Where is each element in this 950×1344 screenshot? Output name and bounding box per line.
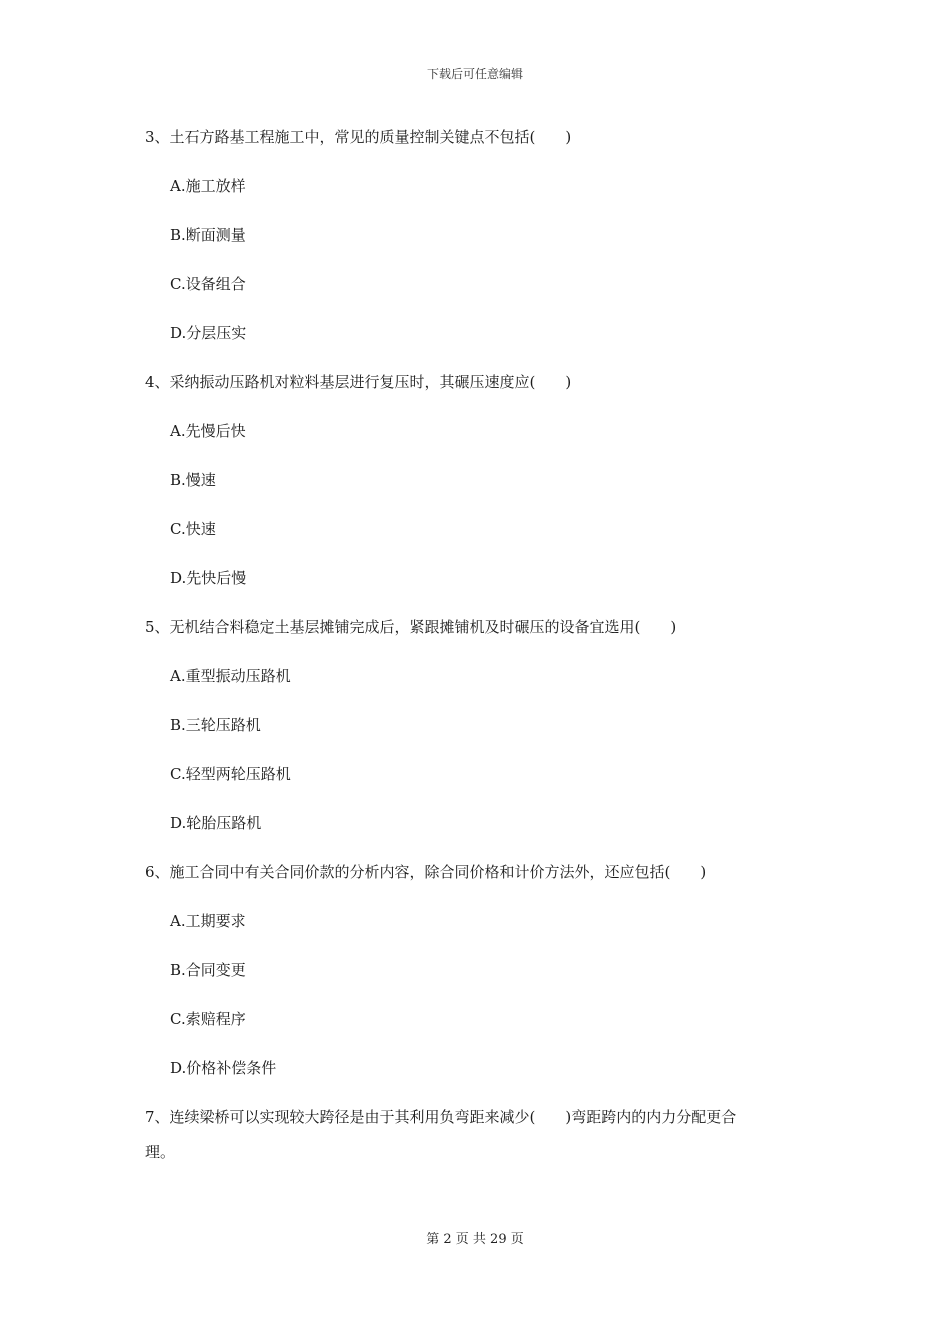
option-c: C.设备组合 bbox=[170, 275, 246, 293]
question-stem-line-2: 理。 bbox=[145, 1143, 176, 1161]
option-a: A.工期要求 bbox=[170, 912, 246, 930]
option-b: B.慢速 bbox=[170, 471, 216, 489]
option-d: D.先快后慢 bbox=[170, 569, 247, 587]
option-b: B.三轮压路机 bbox=[170, 716, 261, 734]
question-stem: 6、施工合同中有关合同价款的分析内容，除合同价格和计价方法外，还应包括( ) bbox=[145, 863, 707, 881]
question-stem-line-1: 7、连续梁桥可以实现较大跨径是由于其利用负弯距来减少( )弯距跨内的内力分配更合 bbox=[145, 1108, 737, 1126]
option-c: C.轻型两轮压路机 bbox=[170, 765, 291, 783]
option-a: A.施工放样 bbox=[170, 177, 246, 195]
option-b: B.断面测量 bbox=[170, 226, 246, 244]
page-footer: 第 2 页 共 29 页 bbox=[426, 1232, 524, 1247]
option-d: D.分层压实 bbox=[170, 324, 247, 342]
question-stem: 4、采纳振动压路机对粒料基层进行复压时，其碾压速度应( ) bbox=[145, 373, 572, 391]
option-a: A.先慢后快 bbox=[170, 422, 246, 440]
question-stem: 5、无机结合料稳定土基层摊铺完成后，紧跟摊铺机及时碾压的设备宜选用( ) bbox=[145, 618, 677, 636]
option-d: D.价格补偿条件 bbox=[170, 1059, 277, 1077]
option-c: C.快速 bbox=[170, 520, 216, 538]
option-b: B.合同变更 bbox=[170, 961, 246, 979]
option-c: C.索赔程序 bbox=[170, 1010, 246, 1028]
question-stem: 3、土石方路基工程施工中，常见的质量控制关键点不包括( ) bbox=[145, 128, 572, 146]
option-d: D.轮胎压路机 bbox=[170, 814, 262, 832]
option-a: A.重型振动压路机 bbox=[170, 667, 291, 685]
document-body bbox=[145, 124, 815, 1165]
page-header: 下载后可任意编辑 bbox=[426, 67, 523, 81]
